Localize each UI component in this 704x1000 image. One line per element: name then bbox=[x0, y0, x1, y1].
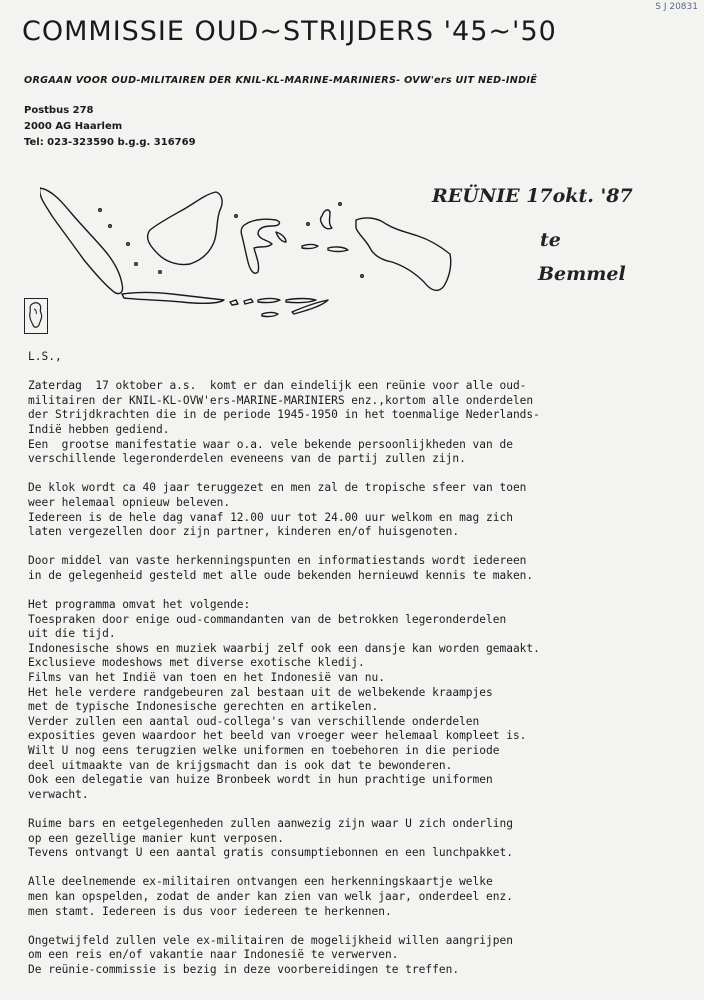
salutation: L.S., bbox=[28, 350, 62, 363]
letter-line: Zaterdag 17 oktober a.s. komt er dan eindelijk een reünie voor alle oud- bbox=[28, 379, 527, 393]
letter-line: Het programma omvat het volgende: bbox=[28, 598, 251, 612]
letter-line: Iedereen is de hele dag vanaf 12.00 uur tot 24.00 uur welkom en mag zich bbox=[28, 510, 513, 524]
event-announcement bbox=[432, 185, 633, 285]
letter-line: De reünie-commissie is bezig in deze voorbereidingen te treffen. bbox=[28, 962, 460, 976]
letter-line: Het hele verdere randgebeuren zal bestaan uit de welbekende kraampjes bbox=[28, 685, 493, 699]
letter-line: Films van het Indië van toen en het Indonesië van nu. bbox=[28, 671, 385, 685]
letter-line: Een grootse manifestatie waar o.a. vele bekende persoonlijkheden van de bbox=[28, 437, 513, 451]
letter-line: Ongetwijfeld zullen vele ex-militairen de mogelijkheid willen aangrijpen bbox=[28, 933, 513, 947]
letter-paragraph bbox=[28, 934, 688, 978]
letter-line: Wilt U nog eens terugzien welke uniformen en toebehoren in die periode bbox=[28, 744, 500, 758]
letter-paragraph bbox=[28, 379, 688, 467]
letter-line: Door middel van vaste herkenningspunten en informatiestands wordt iedereen bbox=[28, 554, 527, 568]
letter-line: Indonesische shows en muziek waarbij zelf ook een dansje kan worden gemaakt. bbox=[28, 641, 540, 655]
letter-line: verschillende legeronderdelen eveneens van de partij zullen zijn. bbox=[28, 452, 466, 466]
letter-line: uit die tijd. bbox=[28, 627, 116, 641]
letter-line: verwacht. bbox=[28, 787, 89, 801]
page-title: COMMISSIE OUD~STRIJDERS '45~'50 bbox=[22, 16, 557, 47]
letter-line: Exclusieve modeshows met diverse exotische kledij. bbox=[28, 656, 365, 670]
address-block bbox=[24, 103, 196, 151]
letter-line: Verder zullen een aantal oud-collega's van verschillende onderdelen bbox=[28, 714, 480, 728]
letter-paragraph bbox=[28, 817, 688, 861]
address-postbus: Postbus 278 bbox=[24, 105, 94, 116]
indonesia-map-illustration bbox=[40, 180, 460, 320]
letter-line: Tevens ontvangt U een aantal gratis consumptiebonnen en een lunchpakket. bbox=[28, 846, 513, 860]
letter-line: Ruime bars en eetgelegenheden zullen aanwezig zijn waar U zich onderling bbox=[28, 817, 513, 830]
letter-line: Alle deelnemende ex-militairen ontvangen een herkenningskaartje welke bbox=[28, 875, 493, 889]
address-city: 2000 AG Haarlem bbox=[24, 121, 123, 132]
organization-subtitle: ORGAAN VOOR OUD-MILITAIREN DER KNIL-KL-MARINE-MARINIERS- OVW'ers UIT NED-INDIË bbox=[24, 75, 538, 86]
letter-line: De klok wordt ca 40 jaar teruggezet en men zal de tropische sfeer van toen bbox=[28, 481, 527, 495]
letter-line: men stamt. Iedereen is dus voor iedereen te herkennen. bbox=[28, 904, 392, 918]
letter-line: der Strijdkrachten die in de periode 1945-1950 in het toenmalige Nederlands- bbox=[28, 408, 540, 422]
letter-paragraph bbox=[28, 598, 688, 802]
letter-line: weer helemaal opnieuw beleven. bbox=[28, 495, 231, 509]
letter-line: om een reis en/of vakantie naar Indonesië te verwerven. bbox=[28, 948, 399, 962]
letter-line: Toespraken door enige oud-commandanten van de betrokken legeronderdelen bbox=[28, 612, 507, 626]
letter-line: op een gezellige manier kunt verposen. bbox=[28, 831, 284, 845]
letter-line: deel uitmaakte van de krijgsmacht dan is ook dat te bewonderen. bbox=[28, 758, 453, 772]
address-phone: Tel: 023-323590 b.g.g. 316769 bbox=[24, 137, 196, 148]
archive-stamp: S J 20831 bbox=[655, 2, 698, 12]
event-preposition: te bbox=[540, 229, 561, 251]
letter-line: in de gelegenheid gesteld met alle oude bekenden hernieuwd kennis te maken. bbox=[28, 568, 534, 582]
letter-paragraph bbox=[28, 875, 688, 919]
letter-line: exposities geven waardoor het beeld van vroeger weer helemaal kompleet is. bbox=[28, 729, 527, 743]
letter-line: met de typische Indonesische gerechten en artikelen. bbox=[28, 700, 379, 714]
letter-paragraph bbox=[28, 554, 688, 583]
letter-line: Indië hebben gediend. bbox=[28, 422, 170, 436]
netherlands-map-logo bbox=[24, 298, 48, 334]
letter-line: militairen der KNIL-KL-OVW'ers-MARINE-MARINIERS enz.,kortom alle onderdelen bbox=[28, 393, 534, 407]
letter-body bbox=[28, 350, 688, 992]
event-location: Bemmel bbox=[538, 263, 626, 285]
event-title: REÜNIE 17okt. '87 bbox=[432, 185, 633, 207]
letter-line: laten vergezellen door zijn partner, kinderen en/of huisgenoten. bbox=[28, 525, 460, 539]
letter-paragraph bbox=[28, 481, 688, 539]
letter-line: Ook een delegatie van huize Bronbeek wordt in hun prachtige uniformen bbox=[28, 773, 493, 787]
letter-line: men kan opspelden, zodat de ander kan zien van welk jaar, onderdeel enz. bbox=[28, 889, 513, 903]
netherlands-icon bbox=[25, 299, 46, 332]
